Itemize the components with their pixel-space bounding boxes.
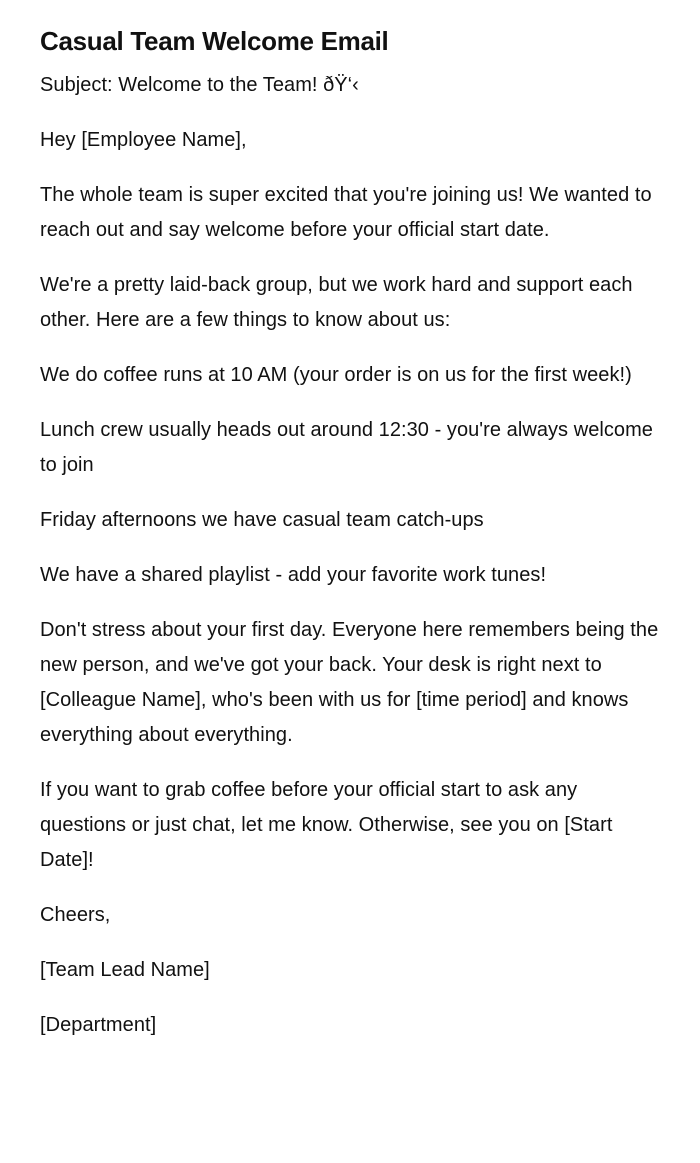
signature-department: [Department] [40,1014,157,1036]
document-title: Casual Team Welcome Email [40,26,389,56]
team-fact-playlist: We have a shared playlist - add your favorite work tunes! [40,564,547,586]
sign-off: Cheers, [40,904,111,926]
email-subject-line: Subject: Welcome to the Team! ðŸ‘‹ [40,74,359,96]
intro-paragraph: The whole team is super excited that you're joining us! We wanted to reach out and say welcome before your official start date. [40,184,652,241]
team-description-paragraph: We're a pretty laid-back group, but we work hard and support each other. Here are a few things to know about us: [40,274,633,331]
team-fact-lunch: Lunch crew usually heads out around 12:30 - you're always welcome to join [40,419,653,476]
signature-name: [Team Lead Name] [40,959,210,981]
greeting: Hey [Employee Name], [40,129,247,151]
team-fact-friday: Friday afternoons we have casual team catch-ups [40,509,484,531]
first-day-paragraph: Don't stress about your first day. Everyone here remembers being the new person, and we've got your back. Your desk is right next to [Colleague Name], who's been with us for [time period] and knows everything about everything. [40,619,659,746]
coffee-invite-paragraph: If you want to grab coffee before your official start to ask any questions or just chat, let me know. Otherwise, see you on [Start Date]! [40,779,613,871]
team-fact-coffee: We do coffee runs at 10 AM (your order is on us for the first week!) [40,364,632,386]
